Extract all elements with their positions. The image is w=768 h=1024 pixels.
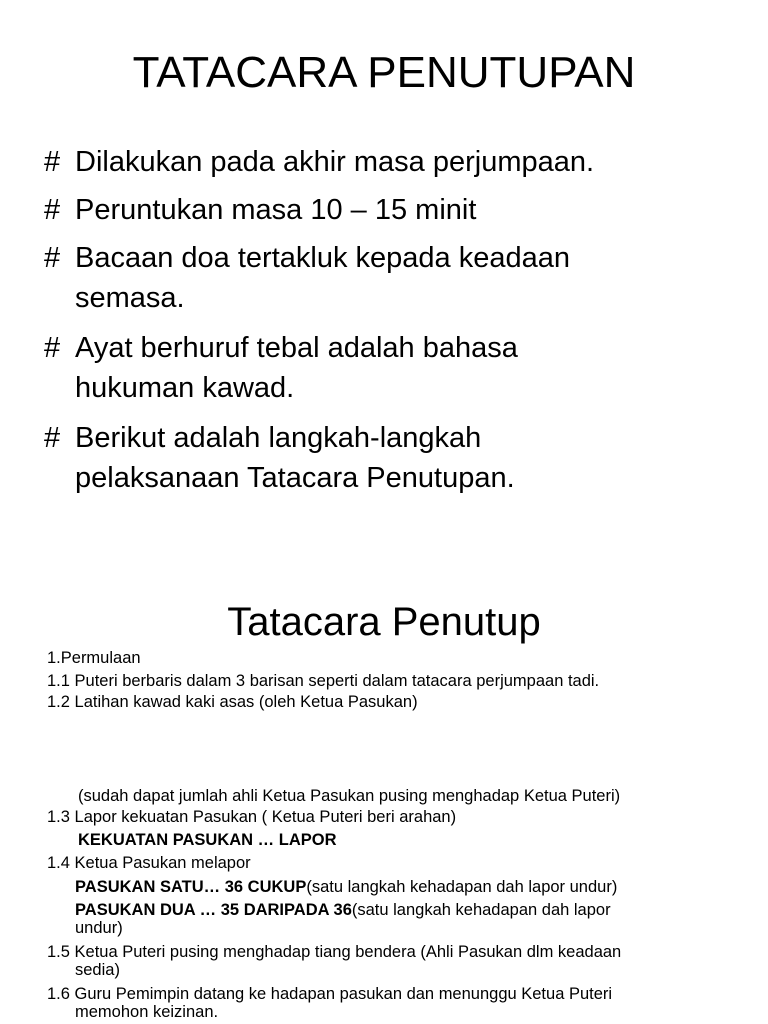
bullet-marker: # — [44, 242, 61, 274]
step-item: 1.5 Ketua Puteri pusing menghadap tiang bendera (Ahli Pasukan dlm keadaan — [47, 943, 622, 961]
bullet-text: hukuman kawad. — [75, 372, 295, 404]
step-item: 1.3 Lapor kekuatan Pasukan ( Ketua Puteri beri arahan) — [47, 808, 457, 826]
report-bold: PASUKAN DUA … 35 DARIPADA 36 — [75, 901, 352, 919]
bullet-marker: # — [44, 194, 61, 226]
step-item-cont: memohon keizinan. — [75, 1003, 219, 1021]
report-note: (satu langkah kehadapan dah lapor — [351, 901, 611, 919]
step-item-cont: sedia) — [75, 961, 120, 979]
bullet-text: Bacaan doa tertakluk kepada keadaan — [75, 242, 570, 274]
step-note: (sudah dapat jumlah ahli Ketua Pasukan pusing menghadap Ketua Puteri) — [78, 787, 621, 805]
step-item: 1.2 Latihan kawad kaki asas (oleh Ketua Pasukan) — [47, 693, 418, 711]
section-title: Tatacara Penutup — [227, 600, 541, 644]
bullet-marker: # — [44, 146, 61, 178]
report-note: (satu langkah kehadapan dah lapor undur) — [306, 878, 618, 896]
bullet-text: Berikut adalah langkah-langkah — [75, 422, 482, 454]
report-line-cont: undur) — [75, 919, 123, 937]
step-item: 1.1 Puteri berbaris dalam 3 barisan seperti dalam tatacara perjumpaan tadi. — [47, 672, 600, 690]
bullet-marker: # — [44, 332, 61, 364]
report-bold: PASUKAN SATU… 36 CUKUP — [75, 878, 307, 896]
bullet-text: Peruntukan masa 10 – 15 minit — [75, 194, 477, 226]
bullet-marker: # — [44, 422, 61, 454]
report-line — [75, 900, 611, 921]
step-item: 1.6 Guru Pemimpin datang ke hadapan pasukan dan menunggu Ketua Puteri — [47, 985, 613, 1003]
command-text: KEKUATAN PASUKAN … LAPOR — [78, 831, 337, 849]
bullet-text: Ayat berhuruf tebal adalah bahasa — [75, 332, 518, 364]
step-heading: 1.Permulaan — [47, 649, 141, 667]
bullet-text: pelaksanaan Tatacara Penutupan. — [75, 462, 515, 494]
bullet-text: Dilakukan pada akhir masa perjumpaan. — [75, 146, 595, 178]
step-item: 1.4 Ketua Pasukan melapor — [47, 854, 251, 872]
report-line — [75, 877, 617, 898]
page-title: TATACARA PENUTUPAN — [132, 48, 636, 97]
bullet-text: semasa. — [75, 282, 185, 314]
